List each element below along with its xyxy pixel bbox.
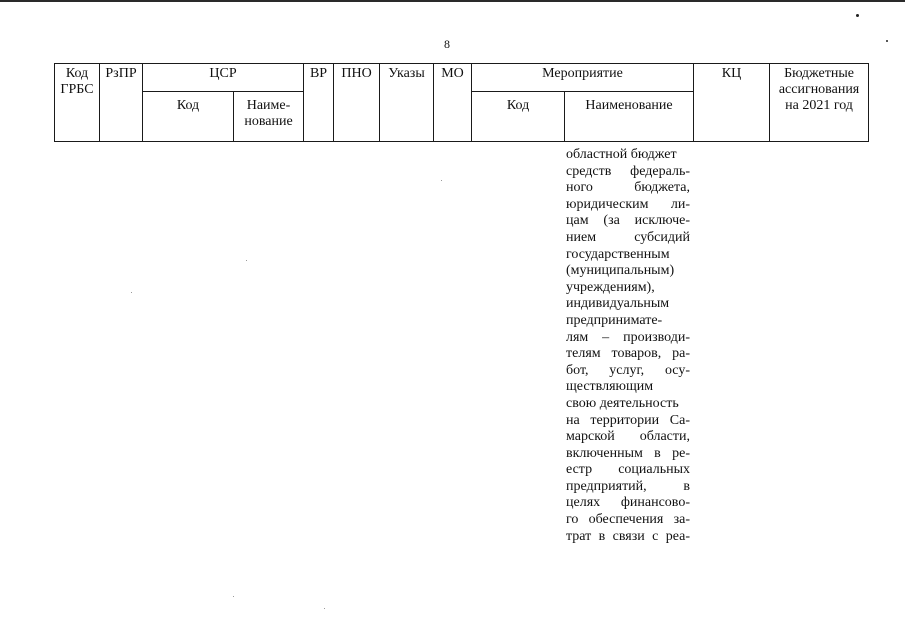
header-decrees: Указы xyxy=(380,64,434,142)
header-event-name: Наименование xyxy=(565,92,694,142)
page-top-edge xyxy=(0,0,905,2)
event-name-line: целях финансово- xyxy=(566,495,690,511)
event-name-line: цам (за исключе- xyxy=(566,213,690,229)
event-name-line: предпринимате- xyxy=(566,312,663,328)
header-kc: КЦ xyxy=(694,64,770,142)
event-name-line: юридическим ли- xyxy=(566,196,690,212)
scan-speck xyxy=(233,596,234,597)
event-name-line: трат в связи с реа- xyxy=(566,528,690,544)
event-name-line: средств федераль- xyxy=(566,163,690,179)
header-grbs-code: Код ГРБС xyxy=(55,64,100,142)
event-name-line: учреждениям), xyxy=(566,279,655,295)
event-name-line: на территории Са- xyxy=(566,412,690,428)
event-name-line: областной бюджет xyxy=(566,147,677,162)
scan-speck xyxy=(324,608,325,609)
header-pno: ПНО xyxy=(334,64,380,142)
scan-speck xyxy=(246,260,247,261)
event-name-line: индивидуальным xyxy=(566,296,670,312)
event-name-line: телям товаров, ра- xyxy=(566,346,690,362)
header-event-code: Код xyxy=(472,92,565,142)
budget-table-header xyxy=(54,63,869,142)
header-vr: ВР xyxy=(304,64,334,142)
event-name-line: го обеспечения за- xyxy=(566,512,690,528)
event-name-line: ществляющим xyxy=(566,379,654,395)
header-rzpr: РзПР xyxy=(100,64,143,142)
event-name-line: государственным xyxy=(566,246,670,262)
scan-mark xyxy=(856,14,859,17)
header-csr-code: Код xyxy=(143,92,234,142)
header-budget: Бюджетные ассигнования на 2021 год xyxy=(770,64,869,142)
scan-speck xyxy=(131,292,132,293)
event-name-line: (муниципальным) xyxy=(566,263,675,279)
event-name-line: ного бюджета, xyxy=(566,180,690,196)
header-csr-name: Наиме-нование xyxy=(234,92,304,142)
page-number: 8 xyxy=(444,37,450,51)
event-name-line: лям – производи- xyxy=(566,329,690,345)
event-name-line: включенным в ре- xyxy=(566,445,690,461)
event-name-line: естр социальных xyxy=(566,462,690,478)
event-name-line: свою деятельность xyxy=(566,395,679,411)
header-csr: ЦСР xyxy=(143,64,304,92)
header-mo: МО xyxy=(434,64,472,142)
event-name-line: бот, услуг, осу- xyxy=(566,362,690,378)
event-name-line: нием субсидий xyxy=(566,229,690,245)
scan-mark xyxy=(886,40,888,42)
event-name-line: марской области, xyxy=(566,429,690,445)
header-event: Мероприятие xyxy=(472,64,694,92)
scan-speck xyxy=(441,180,442,181)
event-name-text xyxy=(566,147,690,545)
event-name-line: предприятий, в xyxy=(566,478,690,494)
